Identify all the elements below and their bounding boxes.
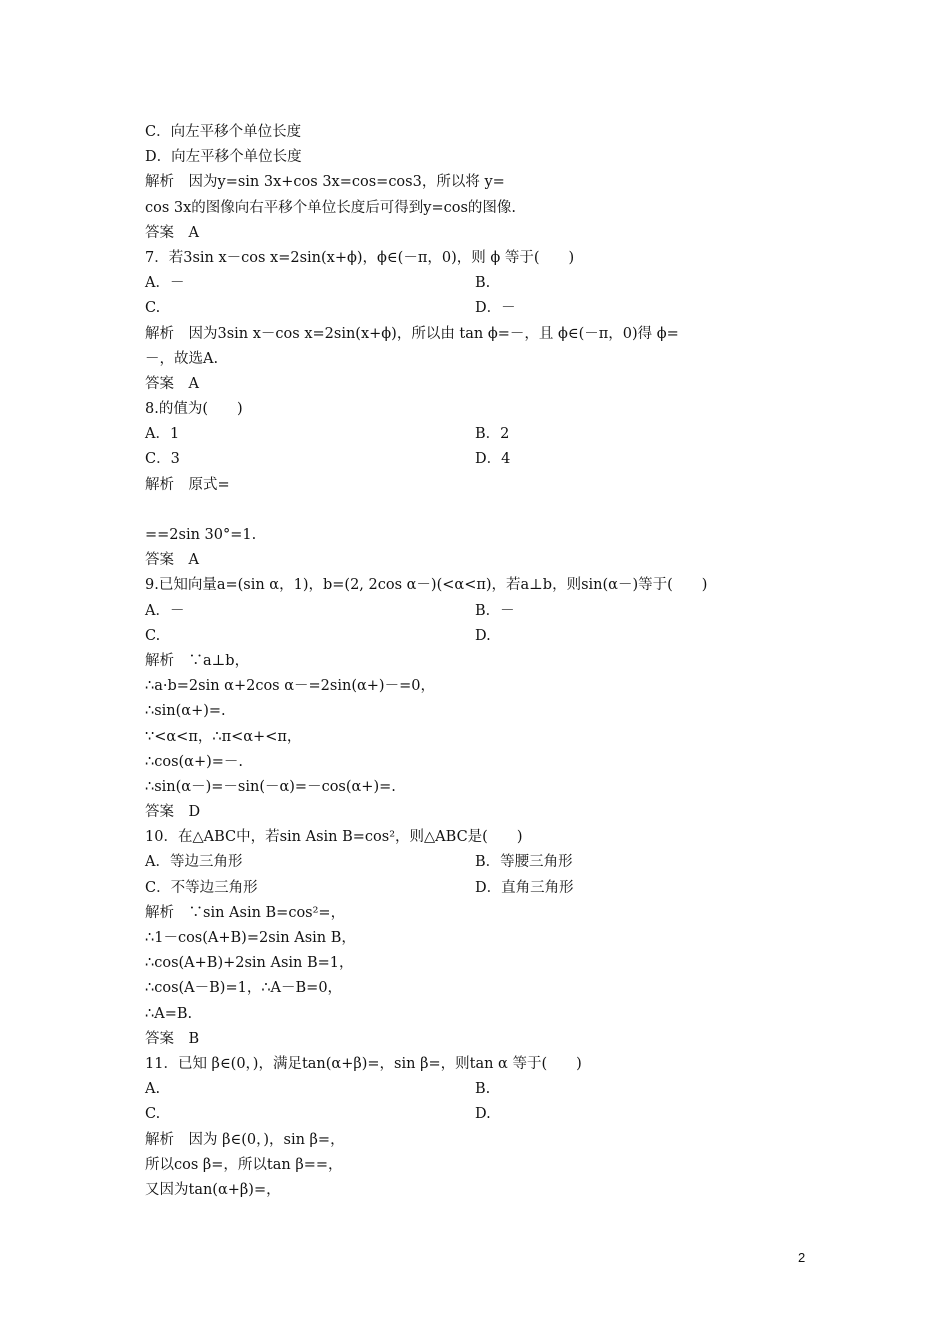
text-line: 9.已知向量a=(sin α，1)，b=(2, 2cos α－)(<α<π)，若a⊥b，则sin(α－)等于( ) [145, 577, 708, 594]
text-line: ∴a·b=2sin α+2cos α－=2sin(α+)－=0， [145, 678, 435, 695]
option-row [145, 850, 810, 875]
option-left: A．1 [145, 426, 180, 443]
option-right: D. [475, 627, 491, 644]
option-row [145, 876, 810, 901]
text-line: 答案 A [145, 375, 199, 392]
text-line: 又因为tan(α+β)=， [145, 1181, 281, 1198]
option-row [145, 599, 810, 624]
option-right: B. [475, 275, 491, 292]
text-line: －，故选A. [145, 350, 219, 367]
text-line: 7．若3sin x－cos x=2sin(x+ϕ)，ϕ∈(－π，0)，则 ϕ 等于( ) [145, 249, 575, 266]
page-number: 2 [798, 1250, 806, 1265]
text-line: 解析 ∵a⊥b， [145, 652, 250, 669]
option-left: C．不等边三角形 [145, 879, 258, 896]
text-line: 解析 原式= [145, 476, 230, 493]
text-line: 解析 因为y=sin 3x+cos 3x=cos=cos3，所以将 y= [145, 174, 505, 191]
text-line: ∴cos(A－B)=1，∴A－B=0， [145, 980, 343, 997]
option-left: C．3 [145, 451, 180, 468]
option-right: B．－ [475, 602, 515, 619]
text-line: 解析 因为3sin x－cos x=2sin(x+ϕ)，所以由 tan ϕ=－，且 ϕ∈(－π，0)得 ϕ= [145, 325, 679, 342]
text-line: ∴sin(α－)=－sin(－α)=－cos(α+)=. [145, 778, 396, 795]
text-line: C．向左平移个单位长度 [145, 124, 302, 140]
text-line: cos 3x的图像向右平移个单位长度后可得到y=cos的图像. [145, 199, 517, 216]
text-line: D．向左平移个单位长度 [145, 149, 302, 166]
option-right: D. [475, 1106, 491, 1123]
option-left: C. [145, 1106, 161, 1123]
text-line: 解析 因为 β∈(0，)，sin β=， [145, 1131, 345, 1148]
text-line: ∴cos(α+)=－. [145, 753, 244, 770]
option-left: A．－ [145, 275, 185, 292]
text-line: ∴A=B. [145, 1005, 193, 1022]
option-right: D．4 [475, 451, 511, 468]
option-left: C. [145, 627, 161, 644]
text-line: 答案 A [145, 552, 199, 569]
text-line: 解析 ∵sin Asin B=cos²=， [145, 904, 346, 921]
document-body [145, 120, 810, 1203]
option-row [145, 624, 810, 649]
text-line: 答案 D [145, 804, 201, 821]
option-row [145, 271, 810, 296]
option-left: C. [145, 300, 161, 317]
option-right: D．直角三角形 [475, 879, 574, 896]
option-left: A．－ [145, 602, 185, 619]
option-left: A．等边三角形 [145, 854, 243, 871]
text-line: ∴1－cos(A+B)=2sin Asin B， [145, 930, 356, 946]
text-line: ==2sin 30°=1. [145, 527, 257, 543]
option-right: B. [475, 1081, 491, 1098]
option-row [145, 447, 810, 472]
option-left: A. [145, 1081, 161, 1098]
option-row [145, 1077, 810, 1102]
text-line: ∴sin(α+)=. [145, 703, 226, 720]
text-line: 答案 B [145, 1030, 200, 1047]
text-line: 所以cos β=，所以tan β==， [145, 1156, 343, 1173]
text-line: 11．已知 β∈(0，)，满足tan(α+β)=，sin β=，则tan α 等于( ) [145, 1055, 582, 1072]
option-right: B．2 [475, 426, 510, 443]
blank-line [145, 498, 810, 523]
option-row [145, 422, 810, 447]
text-line: 8.的值为( ) [145, 401, 243, 418]
option-right: B．等腰三角形 [475, 854, 573, 871]
option-right: D．－ [475, 300, 516, 317]
text-line: 10．在△ABC中，若sin Asin B=cos²，则△ABC是( ) [145, 829, 523, 846]
text-line: ∵<α<π，∴π<α+<π， [145, 728, 302, 745]
text-line: ∴cos(A+B)+2sin Asin B=1， [145, 955, 354, 972]
option-row [145, 1102, 810, 1127]
text-line: 答案 A [145, 224, 199, 241]
option-row [145, 296, 810, 321]
